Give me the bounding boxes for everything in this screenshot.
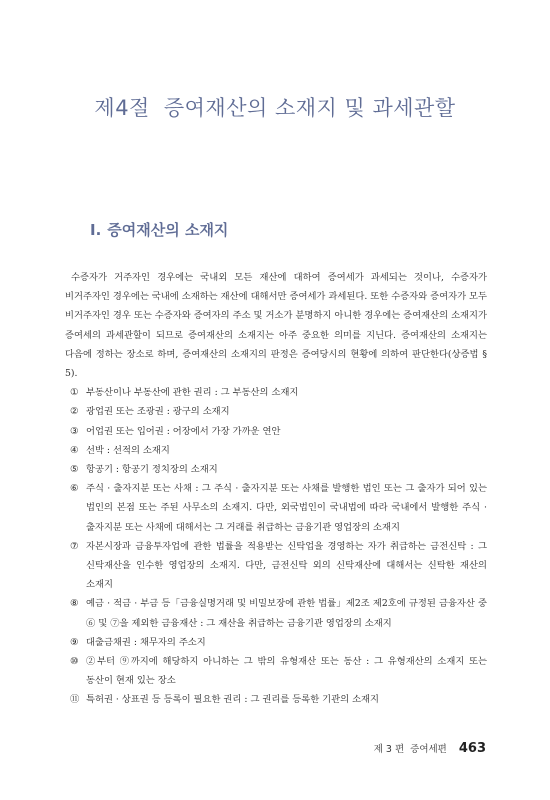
chapter-title	[0, 92, 550, 122]
location-list	[65, 383, 487, 709]
item-number: ⑩	[70, 656, 79, 668]
list-item	[65, 422, 487, 441]
item-number: ①	[70, 387, 79, 399]
section-title: 증여재산의 소재지	[107, 221, 229, 239]
list-item	[65, 402, 487, 421]
item-text: 예금 · 적금 · 부금 등「금융실명거래 및 비밀보장에 관한 법률」제2조 제2호에 규정된 금융자산 중 ⑥ 및 ⑦을 제외한 금융재산 : 그 재산을 취급하는 금융기관 영업장의 소재지	[86, 598, 487, 629]
item-text: 대출금채권 : 채무자의 주소지	[86, 636, 206, 648]
item-number: ②	[70, 406, 79, 418]
footer-part: 제 3 편	[373, 744, 405, 755]
list-item	[65, 652, 487, 690]
item-text: 어업권 또는 입어권 : 어장에서 가장 가까운 연안	[86, 425, 281, 437]
intro-paragraph: 수증자가 거주자인 경우에는 국내외 모든 재산에 대하여 증여세가 과세되는 것이나, 수증자가 비거주자인 경우에는 국내에 소재하는 재산에 대해서만 증여세가 과세된다. 또한 수증자와 증여자가 모두 비거주자인 경우 또는 수증자와 증여자의 주소 및 거소가 분명하지 아니한 경우에는 증여재산의 소재지가 증여세의 과세관할이 되므로 증여재산의 소재지는 아주 중요한 의미를 지닌다. 증여재산의 소재지는 다음에 정하는 장소로 하며, 증여재산의 소재지의 판정은 증여당시의 현황에 의하여 판단한다(상증법 § 5).	[65, 272, 487, 380]
list-item	[65, 690, 487, 709]
item-number: ⑧	[70, 598, 79, 610]
item-text: 주식 · 출자지분 또는 사채 : 그 주식 · 출자지분 또는 사채를 발행한 법인 또는 그 출자가 되어 있는 법인의 본점 또는 주된 사무소의 소재지. 다만, 외국법인이 국내법에 따라 국내에서 발행한 주식 · 출자지분 또는 사채에 대해서는 그 거래를 취급하는 금융기관 영업장의 소재지	[86, 483, 487, 533]
item-text: 선박 : 선적의 소재지	[86, 444, 170, 456]
item-number: ⑨	[70, 636, 79, 648]
item-number: ⑥	[70, 483, 79, 495]
list-item	[65, 441, 487, 460]
page-footer	[374, 741, 486, 756]
list-item	[65, 537, 487, 595]
list-item	[65, 633, 487, 652]
item-text: 항공기 : 항공기 정치장의 소재지	[86, 464, 218, 476]
item-number: ⑪	[70, 694, 80, 706]
item-number: ⑤	[70, 464, 79, 476]
chapter-number: 제4절	[94, 96, 150, 120]
list-item	[65, 594, 487, 632]
list-item	[65, 383, 487, 402]
section-number: Ⅰ.	[90, 221, 102, 239]
item-number: ③	[70, 425, 79, 437]
item-number: ④	[70, 444, 79, 456]
item-text: 자본시장과 금융투자업에 관한 법률을 적용받는 신탁업을 경영하는 자가 취급하는 금전신탁 : 그 신탁재산을 인수한 영업장의 소재지. 다만, 금전신탁 외의 신탁재산에 대해서는 신탁한 재산의 소재지	[86, 540, 487, 591]
chapter-title-text: 증여재산의 소재지 및 과세관할	[163, 96, 456, 120]
item-number: ⑦	[70, 540, 79, 552]
section-heading	[90, 219, 228, 240]
list-item	[65, 479, 487, 537]
item-text: 부동산이나 부동산에 관한 권리 : 그 부동산의 소재지	[86, 387, 299, 399]
body-text	[65, 268, 487, 710]
footer-book-title: 증여세편	[410, 744, 447, 755]
item-text: 특허권 · 상표권 등 등록이 필요한 권리 : 그 권리를 등록한 기관의 소재지	[86, 694, 380, 706]
item-text: 광업권 또는 조광권 : 광구의 소재지	[86, 406, 230, 418]
list-item	[65, 460, 487, 479]
page-number: 463	[458, 741, 486, 756]
item-text: ②부터 ⑨까지에 해당하지 아니하는 그 밖의 유형재산 또는 동산 : 그 유형재산의 소재지 또는 동산이 현재 있는 장소	[86, 656, 487, 687]
